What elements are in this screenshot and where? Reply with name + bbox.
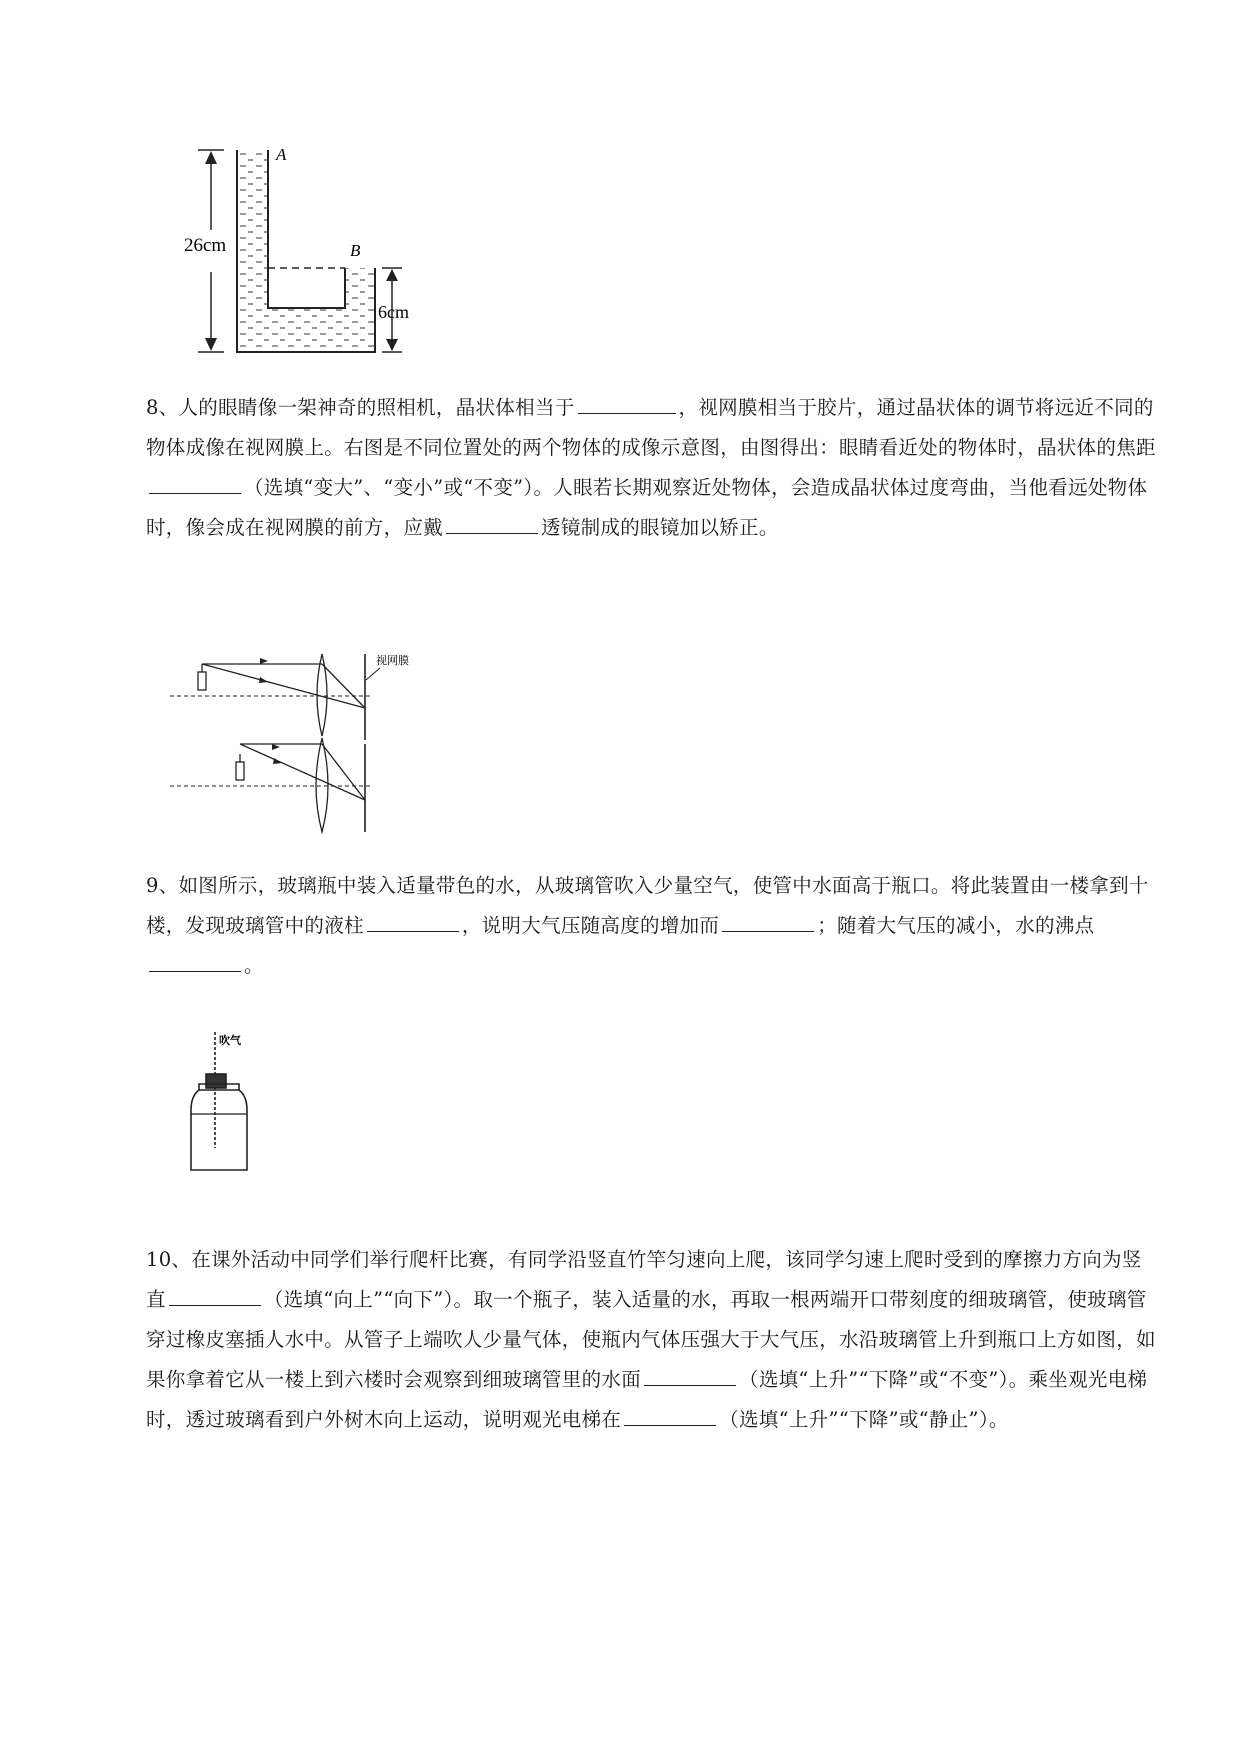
bottle-figure [185,1030,295,1180]
q8-blank-2[interactable] [149,473,241,494]
q8-blank-1[interactable] [578,393,676,414]
retina-label: 视网膜 [376,655,409,667]
q10-blank-2[interactable] [644,1365,736,1386]
q8-text-4: 透镜制成的眼镜加以矫正。 [541,516,779,539]
q8-blank-3[interactable] [446,513,538,534]
q9-text-2: ，说明大气压随高度的增加而 [461,914,720,937]
arrow-down-icon [205,338,217,351]
arrow-up-icon [205,151,217,164]
q10-blank-3[interactable] [624,1405,716,1426]
q9-text-1: 9、如图所示，玻璃瓶中装入适量带色的水，从玻璃管吹入少量空气，使管中水面高于瓶口。将此装置由一楼拿到十楼，发现玻璃管中的液柱 [146,874,1149,937]
arrow-down-icon [386,339,398,351]
q9-blank-2[interactable] [722,911,814,932]
q8-text-1: 8、人的眼睛像一架神奇的照相机，晶状体相当于 [146,396,575,419]
q9-blank-1[interactable] [367,911,459,932]
q8-text-3: （选填“变大”、“变小”或“不变”）。人眼若长期观察近处物体，会造成晶状体过度弯曲，当他看远处物体时，像会成在视网膜的前方，应戴 [146,476,1148,539]
q9-text-3: ；随着大气压的减小，水的沸点 [817,914,1095,937]
label-a: A [276,145,287,164]
question-9 [146,866,1156,986]
eye-lens-figure [170,650,450,840]
q8-text-2: ，视网膜相当于胶片，通过晶状体的调节将远近不同的物体成像在视网膜上。右图是不同位置处的两个物体的成像示意图，由图得出：眼睛看近处的物体时，晶状体的焦距 [146,396,1156,459]
q10-text-4: （选填“上升”“下降”或“静止”）。 [719,1408,1009,1431]
blow-label: 吹气 [219,1035,241,1047]
question-10 [146,1240,1156,1440]
lens-bottom [316,738,328,832]
q10-text-2: （选填“向上”“向下”）。取一个瓶子，装入适量的水，再取一根两端开口带刻度的细玻璃管，使玻璃管穿过橡皮塞插人水中。从管子上端吹人少量气体，使瓶内气体压强大于大气压，水沿玻璃管上升到瓶口上方如图，如果你拿着它从一楼上到六楼时会观察到细玻璃管里的水面 [146,1288,1156,1391]
label-b: B [350,241,361,260]
q10-text-3: （选填“上升”“下降”或“不变”）。乘坐观光电梯时，透过玻璃看到户外树木向上运动，说明观光电梯在 [146,1368,1148,1431]
q9-text-4: 。 [244,954,264,977]
q10-text-1: 10、在课外活动中同学们举行爬杆比赛，有同学沿竖直竹竿匀速向上爬，该同学匀速上爬时受到的摩擦力方向为竖直 [146,1248,1142,1311]
u-tube-figure [184,145,430,400]
dim-right-label: 6cm [378,302,409,322]
q10-blank-1[interactable] [169,1285,261,1306]
question-8 [146,388,1156,548]
q9-blank-3[interactable] [149,951,241,972]
arrow-up-icon [386,269,398,281]
bottle-body [191,1090,247,1170]
rubber-stopper [206,1074,226,1088]
dim-left-label: 26cm [184,235,227,256]
